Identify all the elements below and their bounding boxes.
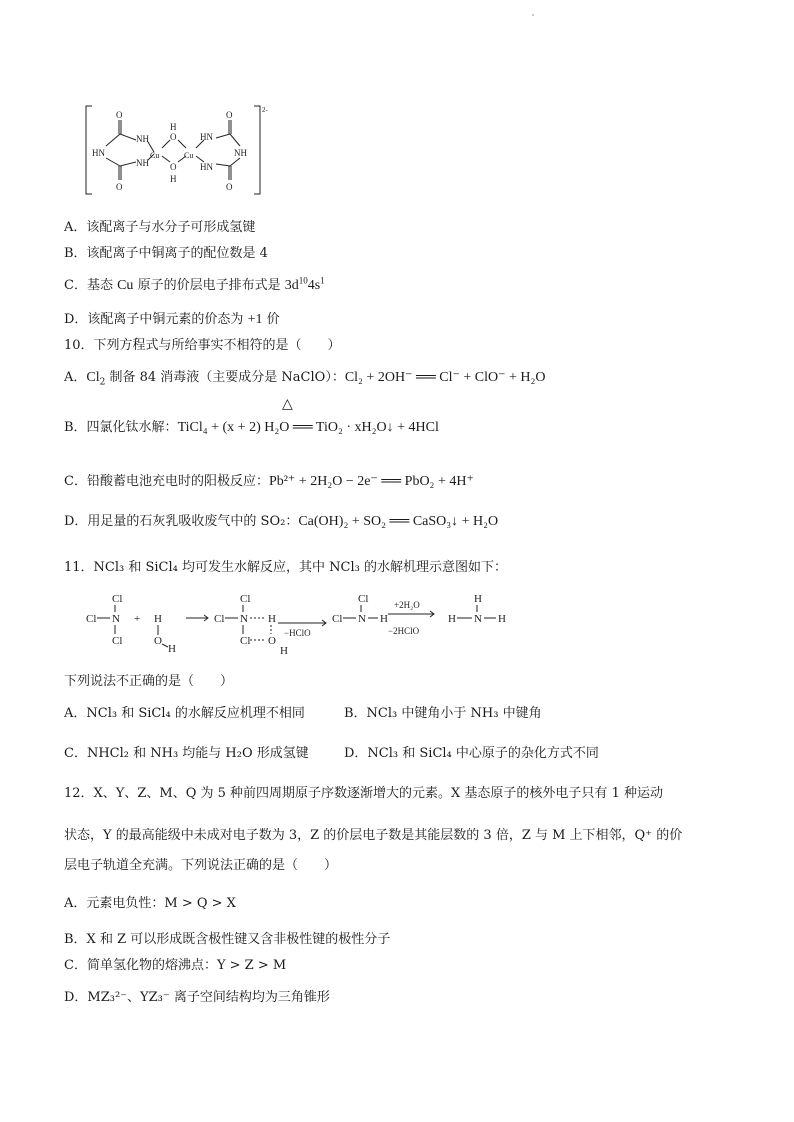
atom-nh-top-left: NH: [136, 134, 149, 144]
q12-option-b: B．X 和 Z 可以形成既含极性键又含非极性键的极性分子: [64, 932, 391, 947]
svg-text:Cl: Cl: [214, 613, 225, 625]
svg-text:H: H: [280, 645, 288, 657]
svg-text:H: H: [168, 643, 176, 655]
q9-c-config: $3d^{10}4s^1$: [284, 275, 325, 293]
svg-text:N: N: [474, 613, 482, 625]
q9-option-d: D．该配离子中铜元素的价态为 +1 价: [64, 312, 280, 327]
q11-option-b: B．NCl₃ 中键角小于 NH₃ 中键角: [344, 706, 542, 721]
atom-h-top: H: [170, 122, 177, 132]
q10-a-equation: Cl₂ + 2OH⁻ ══ Cl⁻ + ClO⁻ + H₂O: [344, 370, 546, 385]
right-bracket: [254, 106, 260, 194]
svg-text:Cl: Cl: [112, 635, 123, 647]
q10-option-b: B．四氯化钛水解：TiCl₄ + (x + 2) H₂O ══ TiO₂ · xH₂O↓ + 4HCl: [64, 420, 439, 435]
svg-text:Cl: Cl: [112, 593, 123, 605]
q9-c-cu: Cu: [117, 278, 134, 293]
atom-o-bridge-bottom: O: [170, 162, 177, 172]
q10-option-a: A．$Cl_2$ 制备 84 消毒液（主要成分是 NaClO）：Cl₂ + 2OH⁻ ══ Cl⁻ + ClO⁻ + H₂O: [64, 370, 546, 388]
atom-h-bottom: H: [170, 174, 177, 184]
svg-text:Cl: Cl: [240, 635, 251, 647]
svg-text:O: O: [154, 635, 162, 647]
svg-text:Cl: Cl: [240, 593, 251, 605]
svg-text:O: O: [268, 635, 276, 647]
atom-cu-1: Cu: [150, 151, 160, 160]
q11-option-a: A．NCl₃ 和 SiCl₄ 的水解反应机理不相同: [64, 706, 305, 721]
svg-text:H: H: [268, 613, 276, 625]
q10-b-heat-condition: △: [282, 396, 293, 412]
atom-o-bottom-left: O: [116, 182, 123, 192]
q12-option-a: A．元素电负性：M > Q > X: [64, 896, 236, 911]
atom-nh-right: NH: [234, 148, 247, 158]
svg-text:H: H: [448, 613, 456, 625]
svg-text:+: +: [134, 613, 141, 625]
complex-charge: 2-: [262, 106, 268, 114]
q10-stem: 10．下列方程式与所给事实不相符的是（ ）: [64, 338, 341, 353]
q12-option-c: C．简单氢化物的熔沸点：Y > Z > M: [64, 958, 287, 973]
q11-stem: 11．NCl₃ 和 SiCl₄ 均可发生水解反应，其中 NCl₃ 的水解机理示意图如下：: [64, 560, 507, 575]
q11-option-c: C．NHCl₂ 和 NH₃ 均能与 H₂O 形成氢键: [64, 746, 309, 761]
q11-ask: 下列说法不正确的是（ ）: [64, 674, 234, 689]
atom-o-top-right: O: [226, 110, 233, 120]
q11-option-d: D．NCl₃ 和 SiCl₄ 中心原子的杂化方式不同: [344, 746, 599, 761]
svg-text:N: N: [112, 613, 120, 625]
q10-c-equation: Pb²⁺ + 2H₂O − 2e⁻ ══ PbO₂ + 4H⁺: [268, 474, 474, 489]
svg-text:H: H: [154, 613, 162, 625]
q9-c-middle: 原子的价层电子排布式是: [137, 278, 285, 293]
q12-stem-line-1: 12．X、Y、Z、M、Q 为 5 种前四周期原子序数逐渐增大的元素。X 基态原子的核外电子只有 1 种运动: [64, 786, 663, 801]
q12-option-d: D．MZ₃²⁻、YZ₃⁻ 离子空间结构均为三角锥形: [64, 990, 330, 1005]
atom-hn-left: HN: [92, 148, 105, 158]
q9-c-prefix: C．基态: [64, 278, 113, 293]
ncl3-hydrolysis-mechanism: [82, 592, 522, 658]
q10-option-c: C．铅酸蓄电池充电时的阳极反应：Pb²⁺ + 2H₂O − 2e⁻ ══ PbO₂ + 4H⁺: [64, 474, 474, 489]
atom-hn-top-right: HN: [200, 132, 213, 142]
atom-hn-bottom-right: HN: [200, 162, 213, 172]
step2-bottom-label: −2HClO: [388, 626, 420, 636]
q9-d-value: +1: [247, 312, 263, 327]
svg-text:H: H: [380, 613, 388, 625]
q9-option-c: [64, 274, 325, 294]
atom-o-bridge-top: O: [170, 132, 177, 142]
q9-option-b: B．该配离子中铜离子的配位数是 4: [64, 246, 268, 261]
q10-option-d: D．用足量的石灰乳吸收废气中的 SO₂：Ca(OH)₂ + SO₂ ══ CaSO₃↓ + H₂O: [64, 514, 499, 529]
q12-stem-line-2: 状态，Y 的最高能级中未成对电子数为 3，Z 的价层电子数是其能层数的 3 倍，Z 与 M 上下相邻，Q⁺ 的价: [64, 828, 683, 843]
svg-text:Cl: Cl: [332, 613, 343, 625]
svg-text:N: N: [240, 613, 248, 625]
q9-option-a: A．该配离子与水分子可形成氢键: [64, 220, 256, 235]
q10-b-equation: TiCl₄ + (x + 2) H₂O ══ TiO₂ · xH₂O↓ + 4HCl: [177, 420, 439, 435]
svg-text:N: N: [358, 613, 366, 625]
svg-text:H: H: [474, 593, 482, 605]
atom-cu-2: Cu: [184, 151, 194, 160]
atom-nh-bottom-left: NH: [136, 158, 149, 168]
page-mark: [532, 14, 534, 16]
svg-text:Cl: Cl: [86, 613, 97, 625]
atom-o-top-left: O: [116, 110, 123, 120]
atom-o-bottom-right: O: [226, 182, 233, 192]
copper-complex-structure: [82, 100, 282, 200]
step1-label: −HClO: [284, 628, 311, 638]
step2-top-label: +2H₂O: [394, 600, 420, 610]
svg-text:Cl: Cl: [358, 593, 369, 605]
q10-d-equation: Ca(OH)₂ + SO₂ ══ CaSO₃↓ + H₂O: [298, 514, 499, 529]
q12-stem-line-3: 层电子轨道全充满。下列说法正确的是（ ）: [64, 858, 338, 873]
svg-text:H: H: [498, 613, 506, 625]
